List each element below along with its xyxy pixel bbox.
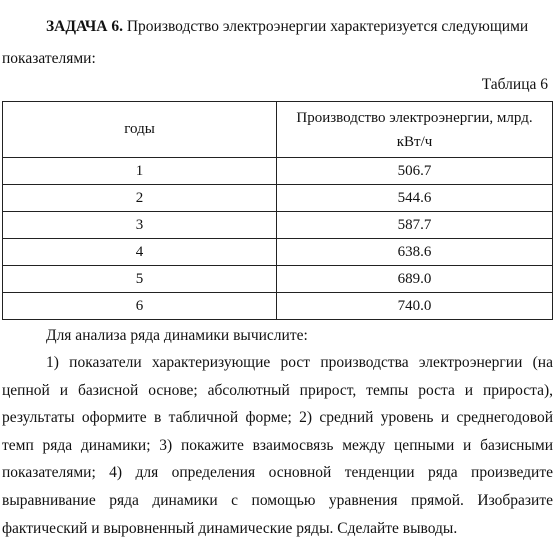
value-cell: 740.0 <box>277 293 553 320</box>
task-description: Производство электроэнергии характеризуется следующими <box>126 18 529 35</box>
table-row <box>3 239 553 266</box>
value-cell: 689.0 <box>277 266 553 293</box>
production-table <box>2 101 553 320</box>
year-cell: 2 <box>3 185 277 212</box>
header-production-line1: Производство электроэнергии, млрд. <box>296 109 533 126</box>
value-cell: 638.6 <box>277 239 553 266</box>
value-cell: 544.6 <box>277 185 553 212</box>
task-heading-line <box>46 18 528 36</box>
year-cell: 1 <box>3 158 277 185</box>
header-production-line2: кВт/ч <box>396 133 433 150</box>
value-cell: 506.7 <box>277 158 553 185</box>
table-row <box>3 212 553 239</box>
year-cell: 5 <box>3 266 277 293</box>
year-cell: 4 <box>3 239 277 266</box>
instructions-paragraph: 1) показатели характеризующие рост производства электроэнергии (на цепной и базисной основе; абсолютный прирост, темпы роста и прироста), результаты оформите в табличной форме; 2) средний уровень и среднегодовой темп ряда динамики; 3) покажите взаимосвязь между цепными и базисными показателями; 4) для определения основной тенденции ряда произведите выравнивание ряда динамики с помощью уравнения прямой. Изобразите фактический и выровненный динамические ряды. Сделайте выводы. <box>2 354 553 537</box>
table-row <box>3 266 553 293</box>
value-cell: 587.7 <box>277 212 553 239</box>
year-cell: 6 <box>3 293 277 320</box>
table-header-row <box>3 102 553 158</box>
header-production <box>277 102 553 158</box>
table-row <box>3 293 553 320</box>
table-row <box>3 185 553 212</box>
header-years: годы <box>3 102 277 158</box>
task-description-continued: показателями: <box>2 50 96 67</box>
table-caption: Таблица 6 <box>481 76 548 93</box>
table-row <box>3 158 553 185</box>
task-title: ЗАДАЧА 6. <box>46 18 123 35</box>
instructions-intro: Для анализа ряда динамики вычислите: <box>46 327 308 344</box>
year-cell: 3 <box>3 212 277 239</box>
